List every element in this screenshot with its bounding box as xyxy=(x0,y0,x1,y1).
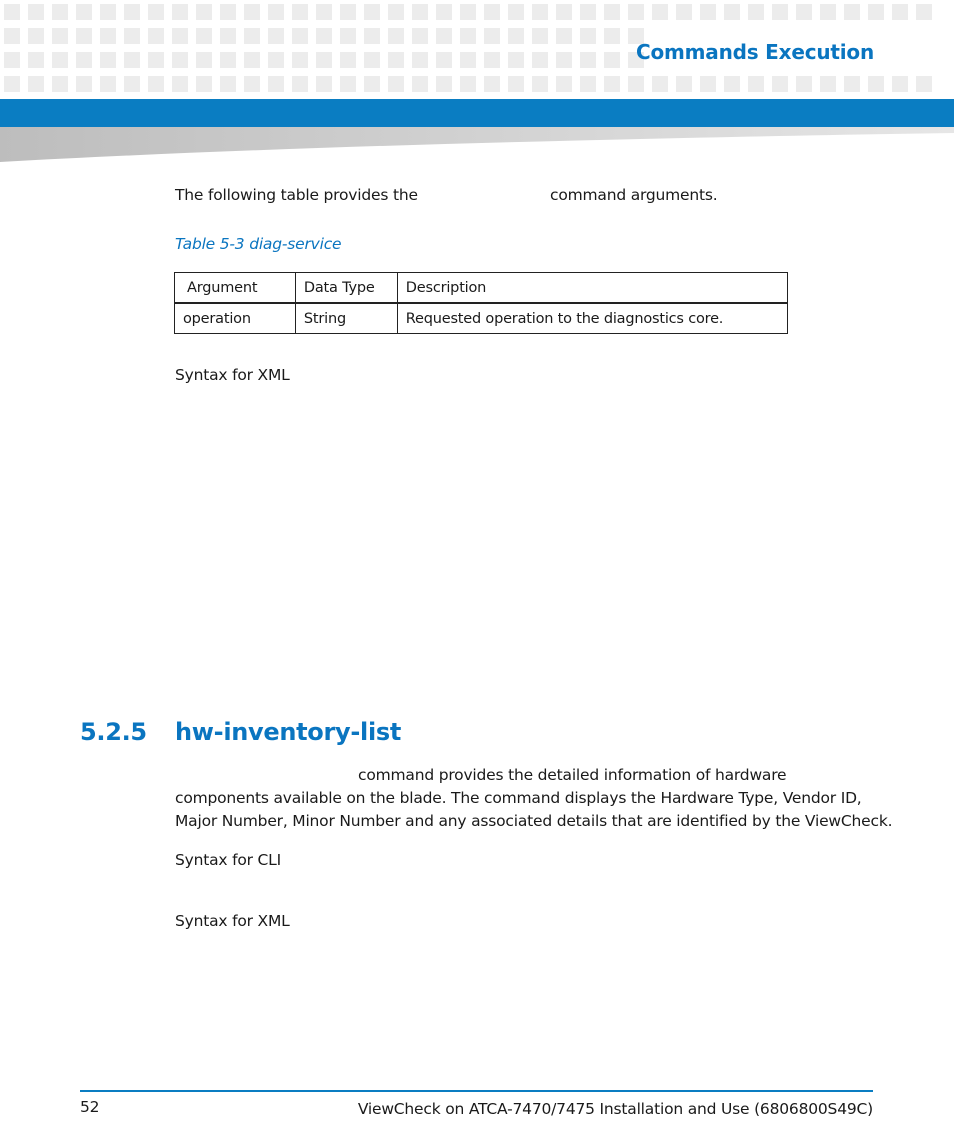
header-pattern-square xyxy=(220,76,236,92)
header-pattern-square xyxy=(700,4,716,20)
header-pattern-square xyxy=(364,52,380,68)
header-pattern-square xyxy=(100,76,116,92)
header-pattern-square xyxy=(220,28,236,44)
header-pattern-square xyxy=(532,28,548,44)
syntax-xml-label: Syntax for XML xyxy=(175,912,290,930)
column-header: Argument xyxy=(175,273,296,304)
header-pattern-square xyxy=(244,52,260,68)
header-pattern-square xyxy=(316,76,332,92)
header-pattern-square xyxy=(412,52,428,68)
header-pattern-square xyxy=(796,4,812,20)
header-pattern-square xyxy=(460,4,476,20)
header-pattern-square xyxy=(172,4,188,20)
header-pattern-square xyxy=(340,76,356,92)
header-pattern-square xyxy=(412,28,428,44)
header-pattern-square xyxy=(196,52,212,68)
arguments-table xyxy=(174,272,788,334)
header-pattern-square xyxy=(28,76,44,92)
header-pattern-square xyxy=(556,28,572,44)
header-pattern-square xyxy=(148,52,164,68)
header-pattern-square xyxy=(340,28,356,44)
header-pattern-square xyxy=(4,76,20,92)
table-header-row xyxy=(175,273,788,304)
header-pattern-square xyxy=(580,4,596,20)
header-pattern-square xyxy=(364,28,380,44)
header-pattern-square xyxy=(172,76,188,92)
header-pattern-square xyxy=(388,28,404,44)
header-pattern-square xyxy=(556,4,572,20)
header-pattern-square xyxy=(820,4,836,20)
header-pattern-square xyxy=(532,52,548,68)
header-pattern-square xyxy=(124,52,140,68)
header-gray-swoosh xyxy=(0,127,954,167)
table-caption: Table 5-3 diag-service xyxy=(175,235,342,253)
header-pattern-square xyxy=(700,76,716,92)
page-number: 52 xyxy=(80,1098,100,1116)
header-pattern-square xyxy=(484,52,500,68)
header-pattern-square xyxy=(508,4,524,20)
syntax-xml-label: Syntax for XML xyxy=(175,366,290,384)
header-pattern-square xyxy=(748,76,764,92)
header-pattern-square xyxy=(652,4,668,20)
header-pattern-square xyxy=(460,52,476,68)
syntax-cli-label: Syntax for CLI xyxy=(175,851,281,869)
header-pattern-square xyxy=(124,4,140,20)
column-header: Data Type xyxy=(295,273,397,304)
header-pattern-square xyxy=(316,28,332,44)
header-pattern-square xyxy=(172,28,188,44)
header-pattern-square xyxy=(772,4,788,20)
section-paragraph-line1: command provides the detailed information of hardware xyxy=(358,766,787,784)
table-row xyxy=(175,303,788,334)
header-pattern-square xyxy=(124,28,140,44)
header-pattern-square xyxy=(868,4,884,20)
header-pattern-square xyxy=(844,4,860,20)
header-pattern-square xyxy=(76,52,92,68)
header-pattern-square xyxy=(532,76,548,92)
header-pattern-square xyxy=(916,4,932,20)
header-pattern-square xyxy=(28,4,44,20)
header-pattern-square xyxy=(124,76,140,92)
header-pattern-square xyxy=(460,28,476,44)
header-pattern-square xyxy=(292,76,308,92)
intro-text-start: The following table provides the xyxy=(175,186,418,204)
header-pattern-square xyxy=(508,76,524,92)
header-pattern-square xyxy=(604,76,620,92)
header-pattern-square xyxy=(748,4,764,20)
header-pattern-square xyxy=(676,76,692,92)
header-pattern-square xyxy=(412,76,428,92)
header-pattern-square xyxy=(844,76,860,92)
section-number: 5.2.5 xyxy=(80,718,147,746)
header-pattern-square xyxy=(148,4,164,20)
table-cell: String xyxy=(295,303,397,334)
header-pattern-square xyxy=(52,28,68,44)
header-pattern-square xyxy=(604,28,620,44)
header-pattern-square xyxy=(388,76,404,92)
header-pattern-square xyxy=(4,28,20,44)
header-pattern-square xyxy=(724,76,740,92)
header-pattern-square xyxy=(412,4,428,20)
header-pattern-square xyxy=(268,52,284,68)
header-pattern-square xyxy=(316,4,332,20)
header-pattern-square xyxy=(316,52,332,68)
footer-rule xyxy=(80,1090,873,1092)
header-pattern-square xyxy=(52,76,68,92)
header-pattern-square xyxy=(244,4,260,20)
header-pattern-square xyxy=(892,76,908,92)
header-pattern-square xyxy=(76,76,92,92)
header-pattern-square xyxy=(436,76,452,92)
header-pattern-square xyxy=(460,76,476,92)
header-pattern-square xyxy=(268,28,284,44)
section-title: hw-inventory-list xyxy=(175,718,402,746)
header-pattern-square xyxy=(100,4,116,20)
section-header-title: Commands Execution xyxy=(635,40,874,64)
table-cell: Requested operation to the diagnostics core. xyxy=(397,303,787,334)
column-header: Description xyxy=(397,273,787,304)
header-pattern-square xyxy=(52,4,68,20)
header-pattern-square xyxy=(436,4,452,20)
header-pattern-square xyxy=(484,76,500,92)
header-pattern-square xyxy=(556,76,572,92)
header-pattern-square xyxy=(292,52,308,68)
header-pattern-square xyxy=(628,76,644,92)
header-pattern-square xyxy=(292,28,308,44)
header-pattern-square xyxy=(196,4,212,20)
header-pattern-square xyxy=(268,76,284,92)
header-pattern-square xyxy=(196,76,212,92)
header-pattern-square xyxy=(28,52,44,68)
header-pattern-square xyxy=(4,52,20,68)
header-pattern-square xyxy=(268,4,284,20)
section-paragraph-line3: Major Number, Minor Number and any associated details that are identified by the ViewCheck. xyxy=(175,812,893,830)
header-pattern-square xyxy=(220,4,236,20)
header-pattern-square xyxy=(292,4,308,20)
header-pattern-square xyxy=(436,28,452,44)
header-pattern-square xyxy=(580,28,596,44)
table-cell: operation xyxy=(175,303,296,334)
footer-doc-title: ViewCheck on ATCA-7470/7475 Installation and Use (6806800S49C) xyxy=(357,1100,873,1118)
header-pattern-square xyxy=(340,4,356,20)
header-pattern-square xyxy=(388,4,404,20)
header-pattern-square xyxy=(916,76,932,92)
header-pattern-square xyxy=(52,52,68,68)
header-pattern-square xyxy=(76,4,92,20)
header-pattern-square xyxy=(220,52,236,68)
header-pattern-square xyxy=(892,4,908,20)
header-pattern-square xyxy=(724,4,740,20)
header-pattern-square xyxy=(148,28,164,44)
section-paragraph-line2: components available on the blade. The command displays the Hardware Type, Vendor ID, xyxy=(175,789,862,807)
header-pattern-square xyxy=(604,52,620,68)
header-pattern-square xyxy=(148,76,164,92)
header-pattern-square xyxy=(436,52,452,68)
header-pattern-square xyxy=(676,4,692,20)
intro-text-end: command arguments. xyxy=(550,186,718,204)
header-pattern-square xyxy=(388,52,404,68)
header-pattern-square xyxy=(868,76,884,92)
header-pattern-square xyxy=(100,52,116,68)
header-pattern-square xyxy=(196,28,212,44)
header-pattern-square xyxy=(820,76,836,92)
header-pattern-square xyxy=(772,76,788,92)
header-pattern-square xyxy=(796,76,812,92)
header-pattern-square xyxy=(244,28,260,44)
header-pattern-square xyxy=(244,76,260,92)
header-pattern-square xyxy=(172,52,188,68)
header-pattern-square xyxy=(580,52,596,68)
header-pattern-square xyxy=(580,76,596,92)
header-pattern-square xyxy=(4,4,20,20)
header-pattern-square xyxy=(508,52,524,68)
header-pattern-square xyxy=(652,76,668,92)
header-blue-band xyxy=(0,99,954,127)
header-pattern-square xyxy=(604,4,620,20)
header-pattern-square xyxy=(76,28,92,44)
header-pattern-square xyxy=(484,28,500,44)
header-pattern-square xyxy=(364,4,380,20)
header-pattern-square xyxy=(364,76,380,92)
header-pattern-square xyxy=(556,52,572,68)
header-pattern-square xyxy=(484,4,500,20)
header-pattern-square xyxy=(628,4,644,20)
header-pattern-square xyxy=(532,4,548,20)
header-pattern-square xyxy=(100,28,116,44)
header-pattern-square xyxy=(28,28,44,44)
header-pattern-square xyxy=(508,28,524,44)
header-pattern-square xyxy=(340,52,356,68)
